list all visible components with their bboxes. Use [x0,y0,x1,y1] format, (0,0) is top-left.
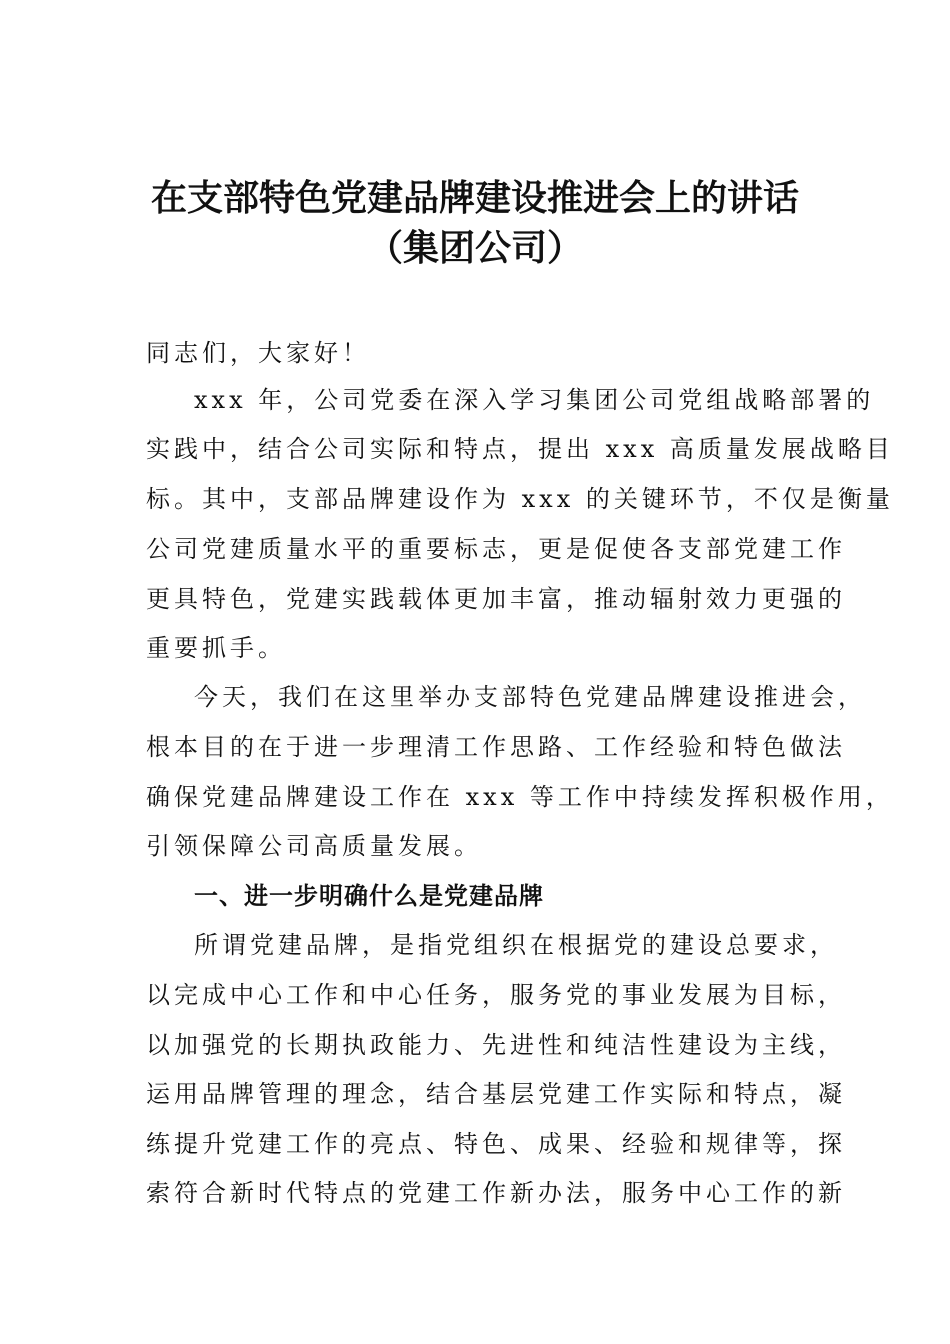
document-subtitle: （集团公司） [366,227,583,269]
paragraph-line: 根本目的在于进一步理清工作思路、工作经验和特色做法 [146,733,846,761]
paragraph-line: 运用品牌管理的理念，结合基层党建工作实际和特点，凝 [146,1080,846,1108]
paragraph-line: 实践中，结合公司实际和特点，提出 xxx 高质量发展战略目 [146,435,894,463]
paragraph-line: 今天，我们在这里举办支部特色党建品牌建设推进会， [194,683,866,711]
paragraph-line: 以加强党的长期执政能力、先进性和纯洁性建设为主线， [146,1031,846,1059]
greeting: 同志们，大家好！ [146,339,370,367]
paragraph-line: 公司党建质量水平的重要标志，更是促使各支部党建工作 [146,535,846,563]
paragraph-line: 以完成中心工作和中心任务，服务党的事业发展为目标， [146,981,846,1009]
paragraph-line: 确保党建品牌建设工作在 xxx 等工作中持续发挥积极作用， [146,783,894,811]
paragraph-line: 更具特色，党建实践载体更加丰富，推动辐射效力更强的 [146,585,846,613]
paragraph-line: 引领保障公司高质量发展。 [146,832,482,860]
paragraph-line: 所谓党建品牌，是指党组织在根据党的建设总要求， [194,931,838,959]
paragraph-line: 重要抓手。 [146,634,286,662]
paragraph-line: 练提升党建工作的亮点、特色、成果、经验和规律等，探 [146,1130,846,1158]
paragraph-line: 标。其中，支部品牌建设作为 xxx 的关键环节，不仅是衡量 [146,485,894,513]
document-title: 在支部特色党建品牌建设推进会上的讲话 [150,177,799,219]
section-heading: 一、进一步明确什么是党建品牌 [194,882,544,910]
paragraph-line: xxx 年，公司党委在深入学习集团公司党组战略部署的 [194,386,875,414]
paragraph-line: 索符合新时代特点的党建工作新办法，服务中心工作的新 [146,1179,846,1207]
